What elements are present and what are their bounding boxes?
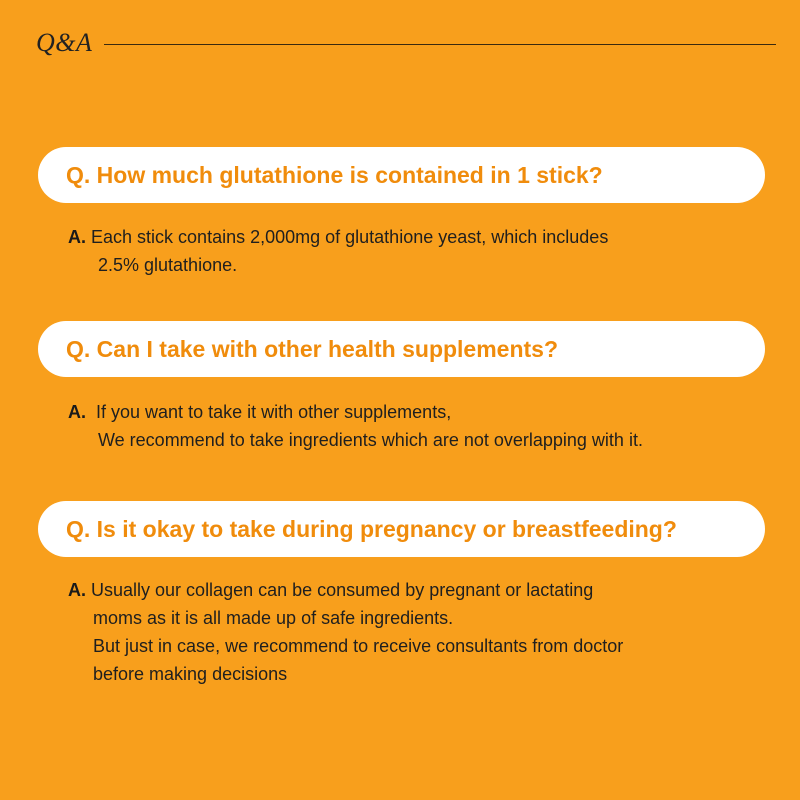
question-2: Q. Can I take with other health supplements? (38, 321, 765, 377)
answer-1-line-2: 2.5% glutathione. (98, 255, 238, 275)
answer-3-line-2: moms as it is all made up of safe ingredients. (93, 608, 454, 628)
answer-2-line-1 (68, 398, 768, 426)
header-divider (104, 44, 776, 45)
answer-2-prefix: A. (68, 402, 86, 422)
answer-2-text-1: If you want to take it with other supplements, (96, 402, 452, 422)
answer-2-line-2: We recommend to take ingredients which are not overlapping with it. (98, 430, 643, 450)
answer-1-text-1: Each stick contains 2,000mg of glutathione yeast, which includes (91, 227, 609, 247)
answer-1-prefix: A. (68, 227, 86, 247)
page-title: Q&A (36, 28, 93, 57)
question-1: Q. How much glutathione is contained in 1 stick? (38, 147, 765, 203)
answer-3-line-3: But just in case, we recommend to receive consultants from doctor (93, 636, 624, 656)
qa-header (36, 26, 776, 60)
answer-2 (68, 398, 768, 454)
answer-3-line-4: before making decisions (93, 664, 288, 684)
answer-3 (68, 576, 768, 688)
question-3: Q. Is it okay to take during pregnancy or breastfeeding? (38, 501, 765, 557)
answer-3-line-1 (68, 576, 768, 604)
answer-3-text-1: Usually our collagen can be consumed by pregnant or lactating (91, 580, 594, 600)
answer-3-prefix: A. (68, 580, 86, 600)
answer-1 (68, 223, 768, 279)
answer-1-line-1 (68, 223, 768, 251)
